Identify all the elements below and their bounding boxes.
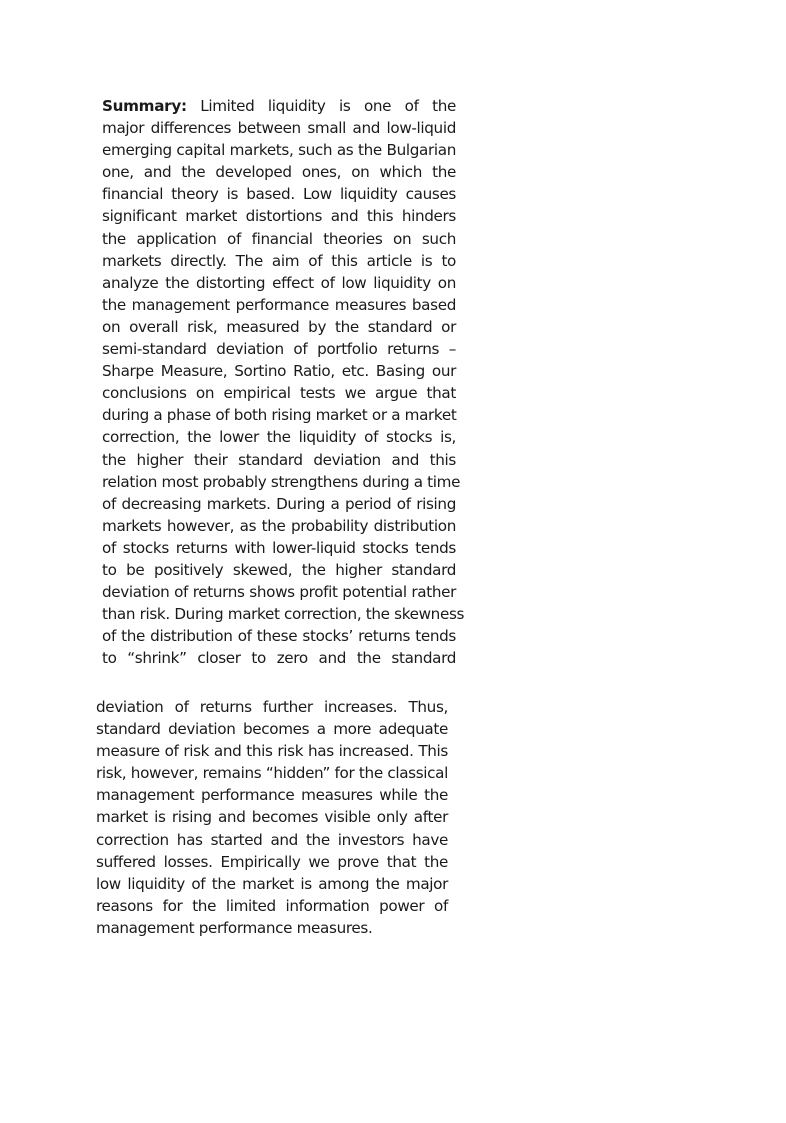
text-line: emerging capital markets, such as the Bulgarian xyxy=(102,141,456,160)
text-line: of stocks returns with lower-liquid stocks tends xyxy=(102,538,456,557)
text-line: markets directly. The aim of this article is to xyxy=(102,251,456,270)
text-line: deviation of returns shows profit potential rather xyxy=(102,583,456,602)
text-line: to “shrink” closer to zero and the standard xyxy=(102,649,456,668)
text-line: suffered losses. Empirically we prove that the xyxy=(96,852,448,871)
text-line: semi-standard deviation of portfolio returns – xyxy=(102,340,456,359)
text-line: major differences between small and low-liquid xyxy=(102,119,456,138)
text-line: during a phase of both rising market or a market xyxy=(102,406,457,425)
text-line: management performance measures. xyxy=(96,918,373,937)
text-line: Sharpe Measure, Sortino Ratio, etc. Basing our xyxy=(102,362,456,381)
text-line-content: Limited liquidity is one of the xyxy=(186,97,456,115)
text-line xyxy=(102,95,456,117)
summary-block-top xyxy=(102,95,465,669)
text-line: the application of financial theories on such xyxy=(102,229,456,248)
text-line: low liquidity of the market is among the major xyxy=(96,874,448,893)
text-line: the higher their standard deviation and this xyxy=(102,450,456,469)
text-line: standard deviation becomes a more adequate xyxy=(96,720,448,739)
text-line: the management performance measures based xyxy=(102,295,456,314)
text-line: significant market distortions and this hinders xyxy=(102,207,456,226)
text-line: markets however, as the probability distribution xyxy=(102,516,456,535)
text-line: correction has started and the investors have xyxy=(96,830,448,849)
text-line: deviation of returns further increases. Thus, xyxy=(96,698,448,716)
summary-label: Summary: xyxy=(102,97,187,115)
text-line: market is rising and becomes visible only after xyxy=(96,808,448,827)
text-line: conclusions on empirical tests we argue that xyxy=(102,384,456,403)
text-line: reasons for the limited information power of xyxy=(96,896,448,915)
text-line: correction, the lower the liquidity of stocks is, xyxy=(102,428,456,447)
text-line: to be positively skewed, the higher standard xyxy=(102,560,456,579)
text-line: financial theory is based. Low liquidity causes xyxy=(102,185,456,204)
text-line: relation most probably strengthens during a time xyxy=(102,472,461,491)
summary-block-bottom xyxy=(96,696,448,939)
text-line: of decreasing markets. During a period of rising xyxy=(102,494,456,513)
text-line: than risk. During market correction, the skewness xyxy=(102,605,465,624)
text-line: one, and the developed ones, on which the xyxy=(102,163,456,182)
text-line: management performance measures while the xyxy=(96,786,448,805)
text-line: risk, however, remains “hidden” for the classical xyxy=(96,764,448,783)
text-line: on overall risk, measured by the standard or xyxy=(102,317,456,336)
text-line: measure of risk and this risk has increased. This xyxy=(96,742,448,761)
text-line: analyze the distorting effect of low liquidity on xyxy=(102,273,456,292)
text-line: of the distribution of these stocks’ returns tends xyxy=(102,627,456,646)
